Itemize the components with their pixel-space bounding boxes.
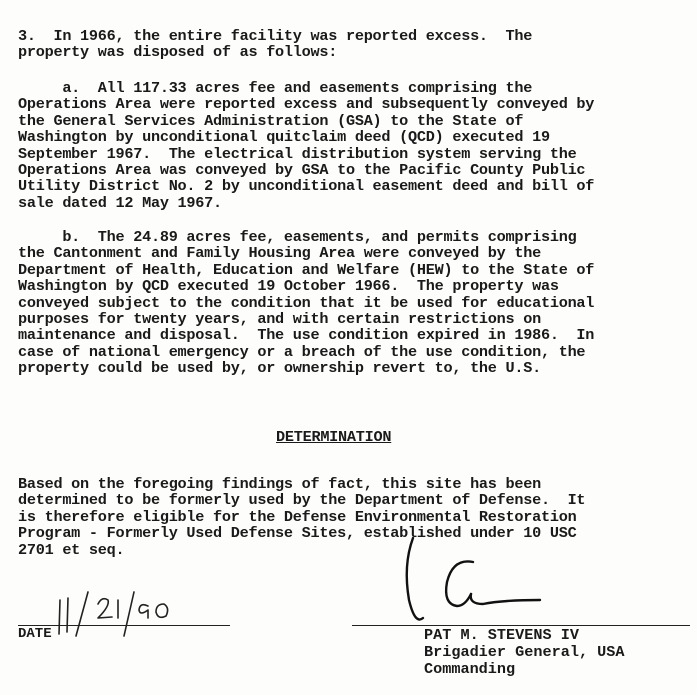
- signer-role: Commanding: [424, 660, 516, 678]
- paragraph-line: purposes for twenty years, and with certain restrictions on: [18, 310, 541, 329]
- paragraph-line: 3. In 1966, the entire facility was reported excess. The: [18, 27, 533, 45]
- paragraph-b: [18, 229, 688, 377]
- signature: [395, 520, 545, 630]
- handwritten-date: [40, 588, 180, 638]
- paragraph-line: b. The 24.89 acres fee, easements, and permits comprising: [18, 228, 577, 246]
- paragraph-line: property was disposed of as follows:: [18, 43, 338, 62]
- paragraph-line: Washington by unconditional quitclaim deed (QCD) executed 19: [18, 128, 550, 147]
- paragraph-line: sale dated 12 May 1967.: [18, 193, 222, 212]
- determination-paragraph: [18, 476, 688, 558]
- paragraph-line: maintenance and disposal. The use condition expired in 1986. In: [18, 326, 595, 345]
- signer-rank: Brigadier General, USA: [424, 643, 625, 661]
- paragraph-line: Operations Area were reported excess and subsequently conveyed by: [18, 95, 595, 114]
- signer-name: PAT M. STEVENS IV: [424, 626, 579, 644]
- paragraph-line: September 1967. The electrical distribution system serving the: [18, 144, 577, 163]
- paragraph-line: 2701 et seq.: [18, 540, 125, 559]
- paragraph-line: is therefore eligible for the Defense Environmental Restoration: [18, 507, 577, 526]
- paragraph-line: determined to be formerly used by the Department of Defense. It: [18, 491, 586, 510]
- paragraph-line: Program - Formerly Used Defense Sites, established under 10 USC: [18, 524, 577, 543]
- paragraph-line: a. All 117.33 acres fee and easements comprising the: [18, 79, 533, 97]
- paragraph-line: conveyed subject to the condition that it be used for educational: [18, 293, 595, 312]
- paragraph-line: Operations Area was conveyed by GSA to the Pacific County Public: [18, 161, 586, 180]
- paragraph-line: Utility District No. 2 by unconditional easement deed and bill of: [18, 177, 595, 196]
- paragraph-a: [18, 80, 688, 211]
- paragraph-line: Washington by QCD executed 19 October 1966. The property was: [18, 277, 559, 296]
- paragraph-line: the General Services Administration (GSA) to the State of: [18, 111, 524, 130]
- paragraph-line: Department of Health, Education and Welfare (HEW) to the State of: [18, 260, 595, 279]
- paragraph-line: the Cantonment and Family Housing Area were conveyed by the: [18, 244, 541, 263]
- date-label: DATE: [18, 626, 52, 642]
- paragraph-line: Based on the foregoing findings of fact, this site has been: [18, 475, 541, 493]
- paragraph-line: case of national emergency or a breach of the use condition, the: [18, 342, 586, 361]
- paragraph-3: [18, 28, 688, 61]
- paragraph-line: property could be used by, or ownership revert to, the U.S.: [18, 359, 541, 378]
- determination-heading: DETERMINATION: [276, 428, 392, 446]
